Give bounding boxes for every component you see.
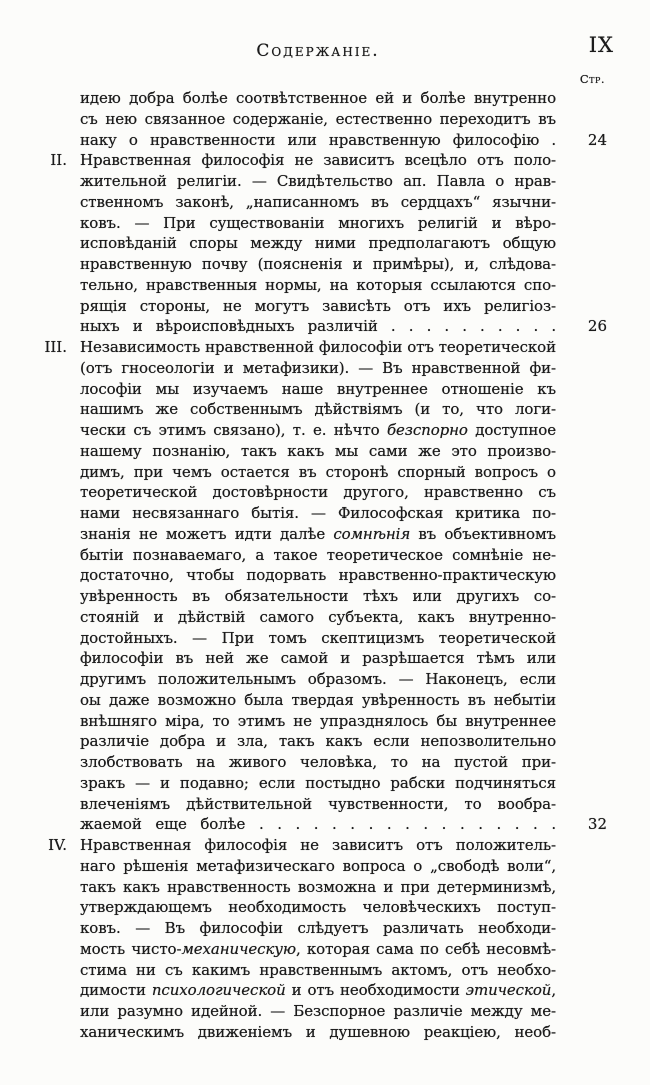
toc-line	[0, 1022, 650, 1043]
toc-line	[0, 918, 650, 939]
entry-page-number	[556, 856, 650, 877]
entry-line-text: ственномъ законѣ, „написанномъ въ сердцахъ“ язычни-	[80, 192, 556, 211]
entry-numeral	[0, 877, 67, 898]
entry-page-number: 32	[587, 815, 607, 834]
entry-numeral	[0, 192, 67, 213]
entry-line-text: или разумно идейной. — Безспорное различіе между ме-	[80, 1002, 556, 1020]
entry-page-number	[556, 1022, 650, 1043]
toc-line	[0, 337, 650, 358]
entry-numeral	[0, 399, 67, 420]
entry-page-number	[556, 296, 650, 317]
entry-page-number	[556, 628, 650, 649]
toc-line	[0, 607, 650, 628]
entry-line-text: влеченіямъ дѣйствительной чувственности, то вообра-	[80, 794, 556, 813]
toc-line	[0, 565, 650, 586]
entry-numeral	[0, 814, 67, 835]
entry-numeral	[0, 897, 67, 918]
toc-line	[0, 877, 650, 898]
entry-page-number	[556, 586, 650, 607]
toc-line	[0, 690, 650, 711]
toc-line	[0, 960, 650, 981]
entry-page-number	[556, 109, 650, 130]
entry-numeral	[0, 1001, 67, 1022]
entry-line-text: ковъ. — Въ философіи слѣдуетъ различать необходи-	[80, 919, 556, 937]
toc-line	[0, 773, 650, 794]
toc-line	[0, 628, 650, 649]
entry-line-text: (отъ гносеологіи и метафизики). — Въ нравственной фи-	[80, 358, 556, 377]
entry-page-number	[556, 773, 650, 794]
entry-numeral	[0, 607, 67, 628]
toc-line	[0, 171, 650, 192]
entry-page-number	[556, 835, 650, 856]
entry-numeral	[0, 1022, 67, 1043]
entry-numeral	[0, 482, 67, 503]
entry-numeral	[0, 960, 67, 981]
toc-line	[0, 482, 650, 503]
entry-numeral	[0, 233, 67, 254]
toc-line	[0, 1001, 650, 1022]
entry-page-number	[556, 648, 650, 669]
entry-page-number	[556, 358, 650, 379]
toc-line	[0, 358, 650, 379]
toc-line	[0, 731, 650, 752]
entry-line-text: нашему познанію, такъ какъ мы сами же это произво-	[80, 441, 556, 460]
entry-page-number	[556, 420, 650, 441]
entry-page-number	[556, 918, 650, 939]
entry-page-number	[556, 482, 650, 503]
entry-page-number	[556, 794, 650, 815]
entry-line-text: лософіи мы изучаемъ наше внутреннее отношеніе къ	[80, 379, 556, 398]
entry-numeral: IV.	[48, 836, 67, 854]
entry-line-text: оы даже возможно была твердая увѣренность въ небытіи	[80, 690, 556, 709]
entry-numeral	[0, 213, 67, 234]
toc-line	[0, 109, 650, 130]
entry-numeral	[0, 980, 67, 1001]
entry-numeral	[0, 130, 67, 151]
entry-page-number	[556, 565, 650, 586]
entry-page-number	[556, 233, 650, 254]
toc-line	[0, 254, 650, 275]
entry-line-text: достаточно, чтобы подорвать нравственно-практическую	[80, 566, 556, 585]
entry-page-number: 26	[587, 317, 607, 336]
entry-numeral	[0, 565, 67, 586]
entry-line-text: ханическимъ движеніемъ и душевною реакціею, необ-	[80, 1022, 556, 1041]
entry-page-number	[556, 607, 650, 628]
entry-page-number	[556, 711, 650, 732]
entry-numeral	[0, 939, 67, 960]
toc-line	[0, 648, 650, 669]
entry-line-text: увѣренность въ обязательности тѣхъ или другихъ со-	[80, 587, 556, 605]
entry-line-text: тельно, нравственныя нормы, на которыя ссылаются спо-	[80, 275, 556, 294]
entry-numeral	[0, 794, 67, 815]
entry-page-number	[556, 192, 650, 213]
entry-line-text: утверждающемъ необходимость человѣческихъ поступ-	[80, 898, 556, 917]
entry-line-text: стима ни съ какимъ нравственнымъ актомъ, отъ необхо-	[80, 960, 556, 979]
page-column-label: Стр.	[579, 72, 605, 86]
entry-line-text: нравственную почву (поясненія и примѣры), и, слѣдова-	[80, 255, 556, 273]
entry-line-text: другимъ положительнымъ образомъ. — Наконецъ, если	[80, 670, 556, 688]
entry-page-number	[556, 939, 650, 960]
toc-line	[0, 669, 650, 690]
entry-page-number	[556, 441, 650, 462]
entry-page-number	[556, 690, 650, 711]
entry-numeral	[0, 545, 67, 566]
entry-numeral	[0, 503, 67, 524]
toc-line	[0, 88, 650, 109]
toc-line	[0, 835, 650, 856]
entry-line-text: знанія не можетъ идти далѣе сомнѣнія въ объективномъ	[80, 524, 556, 543]
entry-numeral	[0, 171, 67, 192]
toc-line	[0, 213, 650, 234]
entry-numeral	[0, 752, 67, 773]
entry-numeral	[0, 296, 67, 317]
entry-line-text: зракъ — и подавно; если постыдно рабски подчиняться	[80, 773, 556, 792]
entry-page-number	[556, 171, 650, 192]
page-title: Содержаніе.	[256, 41, 380, 61]
entry-line-text: Нравственная философія не зависитъ отъ положитель-	[80, 836, 556, 854]
toc-line	[0, 296, 650, 317]
toc-line	[0, 524, 650, 545]
entry-page-number: 24	[587, 130, 607, 149]
entry-numeral	[0, 586, 67, 607]
entry-line-text: жительной религіи. — Свидѣтельство ап. Павла о нрав-	[80, 172, 556, 190]
entry-numeral	[0, 379, 67, 400]
entry-numeral	[0, 690, 67, 711]
entry-line-text: димъ, при чемъ остается въ сторонѣ спорный вопросъ о	[80, 462, 556, 481]
entry-line-text: нашимъ же собственнымъ дѣйствіямъ (и то, что логи-	[80, 400, 556, 419]
toc-line	[0, 545, 650, 566]
entry-numeral	[0, 275, 67, 296]
entry-numeral	[0, 669, 67, 690]
entry-numeral	[0, 358, 67, 379]
toc-line	[0, 897, 650, 918]
entry-page-number	[556, 960, 650, 981]
entry-line-text: внѣшняго міра, то этимъ не упразднялось бы внутреннее	[80, 711, 556, 730]
entry-line-text: злобствовать на живого человѣка, то на пустой при-	[80, 753, 556, 771]
entry-line-text: исповѣданій споры между ними предполагаютъ общую	[80, 234, 556, 253]
entry-page-number	[556, 524, 650, 545]
entry-numeral	[0, 524, 67, 545]
entry-numeral	[0, 773, 67, 794]
toc-line	[0, 275, 650, 296]
entry-line-text: бытіи познаваемаго, а такое теоретическое сомнѣніе не-	[80, 545, 556, 564]
entry-numeral	[0, 648, 67, 669]
entry-line-text: различіе добра и зла, такъ какъ если непозволительно	[80, 732, 556, 751]
toc-line	[0, 794, 650, 815]
entry-page-number	[556, 752, 650, 773]
entry-line-text: теоретической достовѣрности другого, нравственно съ	[80, 483, 556, 502]
entry-page-number	[556, 88, 650, 109]
toc-line	[0, 316, 650, 337]
entry-page-number	[556, 669, 650, 690]
entry-page-number	[556, 462, 650, 483]
entry-numeral	[0, 462, 67, 483]
entry-numeral	[0, 628, 67, 649]
entry-line-text: такъ какъ нравственность возможна и при детерминизмѣ,	[80, 877, 556, 896]
entry-numeral: II.	[50, 151, 67, 170]
entry-page-number	[556, 213, 650, 234]
entry-line-text: жаемой еще болѣе . . . . . . . . . . . . . . . . .	[80, 815, 556, 834]
toc-line	[0, 711, 650, 732]
toc-line	[0, 752, 650, 773]
entry-page-number	[556, 503, 650, 524]
entry-page-number	[556, 545, 650, 566]
entry-numeral	[0, 316, 67, 337]
toc-line	[0, 420, 650, 441]
entry-line-text: съ нею связанное содержаніе, естественно переходитъ въ	[80, 109, 556, 128]
entry-page-number	[556, 254, 650, 275]
toc-line	[0, 130, 650, 151]
toc-line	[0, 980, 650, 1001]
entry-numeral	[0, 856, 67, 877]
entry-line-text: чески съ этимъ связано), т. е. нѣчто безспорно доступное	[80, 421, 556, 439]
toc-line	[0, 814, 650, 835]
entry-line-text: наго рѣшенія метафизическаго вопроса о „свободѣ воли“,	[80, 856, 556, 875]
entry-line-text: ныхъ и вѣроисповѣдныхъ различій . . . . . . . . . .	[80, 317, 556, 336]
entry-line-text: достойныхъ. — При томъ скептицизмъ теоретической	[80, 628, 556, 647]
entry-numeral	[0, 88, 67, 109]
page-number-roman: IX	[588, 33, 614, 57]
entry-numeral: III.	[44, 338, 67, 356]
entry-line-text: наку о нравственности или нравственную философію .	[80, 130, 556, 149]
entry-line-text: ковъ. — При существованіи многихъ религій и вѣро-	[80, 213, 556, 232]
entry-page-number	[556, 877, 650, 898]
entry-numeral	[0, 420, 67, 441]
entry-numeral	[0, 441, 67, 462]
entry-numeral	[0, 109, 67, 130]
toc-line	[0, 462, 650, 483]
entry-page-number	[556, 275, 650, 296]
toc-line	[0, 586, 650, 607]
entry-line-text: стояній и дѣйствій самого субъекта, какъ внутренно-	[80, 607, 556, 626]
entry-page-number	[556, 150, 650, 171]
entry-line-text: философіи въ ней же самой и разрѣшается тѣмъ или	[80, 649, 556, 668]
entry-page-number	[556, 399, 650, 420]
entry-page-number	[556, 337, 650, 358]
entry-line-text: мость чисто-механическую, которая сама по себѣ несовмѣ-	[80, 939, 556, 958]
entry-line-text: идею добра болѣе соотвѣтственное ей и болѣе внутренно	[80, 89, 556, 107]
entry-page-number	[556, 980, 650, 1001]
toc-line	[0, 399, 650, 420]
entry-numeral	[0, 731, 67, 752]
entry-line-text: Независимость нравственной философіи отъ теоретической	[80, 338, 556, 356]
toc-line	[0, 150, 650, 171]
entry-page-number	[556, 897, 650, 918]
entry-numeral	[0, 918, 67, 939]
toc-line	[0, 192, 650, 213]
toc-entries	[0, 88, 650, 1043]
toc-line	[0, 503, 650, 524]
toc-line	[0, 233, 650, 254]
toc-line	[0, 856, 650, 877]
toc-line	[0, 379, 650, 400]
entry-line-text: рящія стороны, не могутъ зависѣть отъ ихъ религіоз-	[80, 296, 556, 315]
entry-numeral	[0, 254, 67, 275]
entry-page-number	[556, 731, 650, 752]
entry-line-text: нами несвязаннаго бытія. — Философская критика по-	[80, 504, 556, 522]
toc-line	[0, 939, 650, 960]
entry-page-number	[556, 379, 650, 400]
entry-page-number	[556, 1001, 650, 1022]
entry-line-text: димости психологической и отъ необходимости этической,	[80, 981, 556, 1000]
entry-numeral	[0, 711, 67, 732]
toc-line	[0, 441, 650, 462]
entry-line-text: Нравственная философія не зависитъ всецѣло отъ поло-	[80, 151, 556, 170]
